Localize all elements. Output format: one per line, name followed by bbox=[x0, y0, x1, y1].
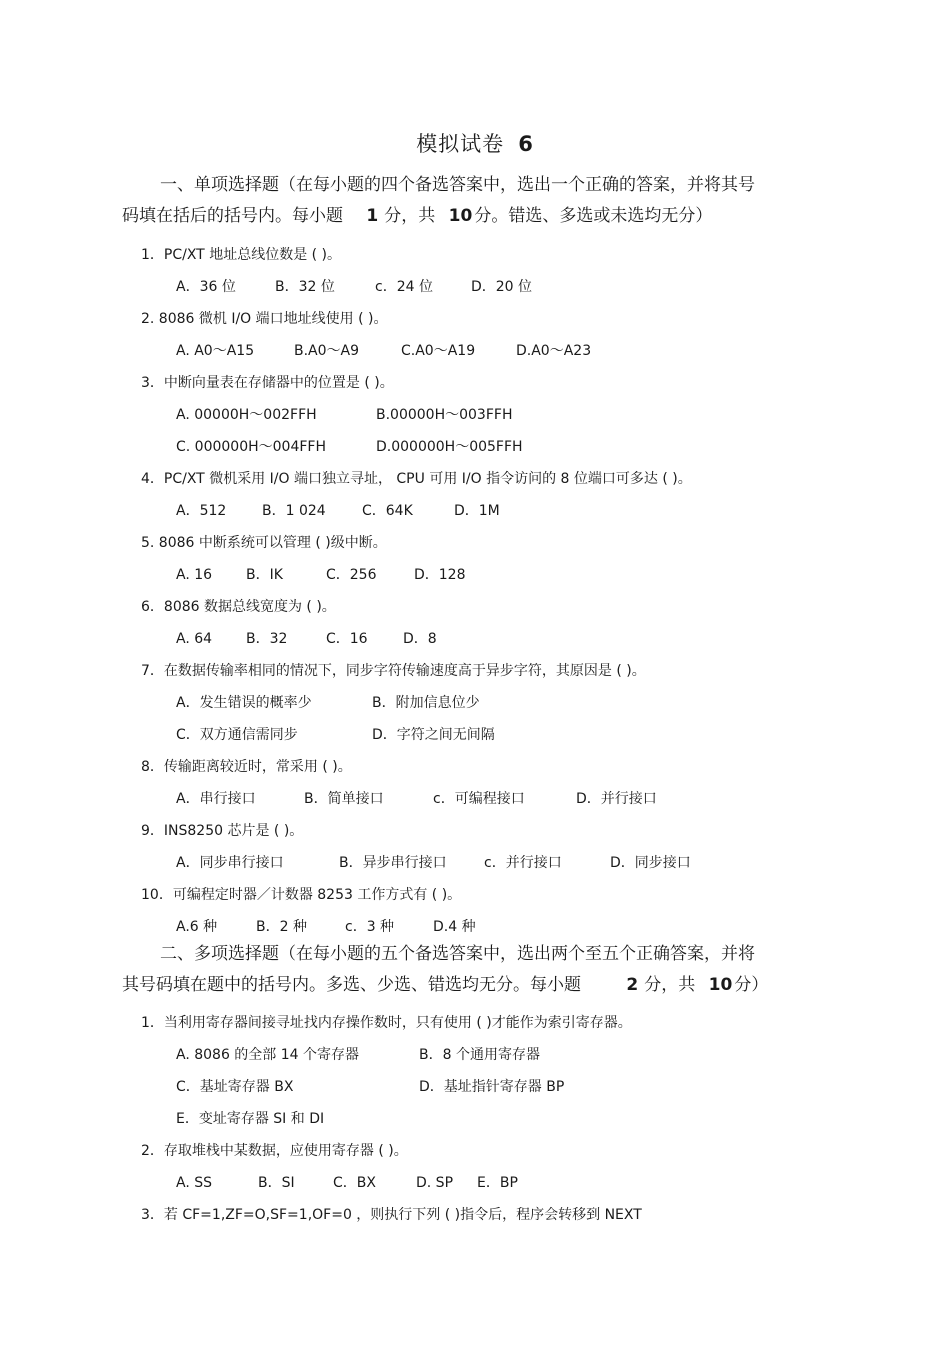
option-item: D．128 bbox=[414, 567, 466, 583]
option-item: D．并行接口 bbox=[576, 791, 657, 807]
option-row bbox=[176, 1172, 537, 1192]
option-row bbox=[176, 628, 483, 648]
option-item: c．可编程接口 bbox=[433, 791, 525, 807]
section-1-heading bbox=[122, 170, 802, 232]
section-2-line-1: 二、多项选择题（在每小题的五个备选答案中，选出两个至五个正确答案，并将 bbox=[160, 944, 755, 964]
question-3: 3．中断向量表在存储器中的位置是 ( )。 bbox=[141, 375, 394, 391]
title-number: 6 bbox=[518, 132, 534, 156]
question-3: 3．若 CF=1,ZF=O,SF=1,OF=0 ，则执行下列 ( )指令后，程序会转移到 NEXT bbox=[141, 1207, 642, 1223]
option-item: C.A0～A19 bbox=[401, 343, 476, 359]
section-1-text-a: 码填在括后的括号内。每小题 bbox=[122, 206, 343, 226]
option-item: c．24 位 bbox=[375, 279, 433, 295]
section-2-heading bbox=[122, 939, 802, 1001]
option-item: C．256 bbox=[326, 567, 377, 583]
option-item: B．32 bbox=[246, 631, 288, 647]
option-item: C. 000000H～004FFH bbox=[176, 439, 327, 455]
option-item: c．并行接口 bbox=[484, 855, 562, 871]
question-8: 8．传输距离较近时，常采用 ( )。 bbox=[141, 759, 352, 775]
option-item: D．8 bbox=[403, 631, 437, 647]
option-item: B．8 个通用寄存器 bbox=[419, 1047, 540, 1063]
option-item: A．512 bbox=[176, 503, 227, 519]
option-item: B.A0～A9 bbox=[294, 343, 360, 359]
section-1-score: 1 bbox=[366, 206, 379, 226]
question-9: 9．INS8250 芯片是 ( )。 bbox=[141, 823, 304, 839]
option-item: A. SS bbox=[176, 1175, 213, 1191]
option-item: E．BP bbox=[477, 1175, 518, 1191]
section-2-text-a: 其号码填在题中的括号内。多选、少选、错选均无分。每小题 bbox=[122, 975, 581, 995]
section-1-text-e: 分。错选、多选或未选均无分） bbox=[474, 206, 713, 226]
option-item: C．基址寄存器 BX bbox=[176, 1079, 294, 1095]
option-item: A．同步串行接口 bbox=[176, 855, 284, 871]
option-row bbox=[176, 1108, 419, 1128]
option-item: A. 64 bbox=[176, 631, 213, 647]
question-1: 1．当利用寄存器间接寻址找内存操作数时，只有使用 ( )才能作为索引寄存器。 bbox=[141, 1015, 632, 1031]
option-item: A．串行接口 bbox=[176, 791, 256, 807]
option-item: B．附加信息位少 bbox=[372, 695, 480, 711]
option-item: A. 00000H～002FFH bbox=[176, 407, 317, 423]
option-item: D．同步接口 bbox=[610, 855, 691, 871]
option-row bbox=[176, 500, 534, 520]
option-item: E．变址寄存器 SI 和 DI bbox=[176, 1111, 325, 1127]
option-item: C．BX bbox=[333, 1175, 376, 1191]
question-4: 4．PC/XT 微机采用 I/O 端口独立寻址， CPU 可用 I/O 指令访问的 8 位端口可多达 ( )。 bbox=[141, 471, 692, 487]
option-item: A．发生错误的概率少 bbox=[176, 695, 312, 711]
option-item: A.6 种 bbox=[176, 919, 218, 935]
option-item: D.000000H～005FFH bbox=[376, 439, 523, 455]
option-row bbox=[176, 692, 572, 712]
section-1-total: 10 bbox=[448, 206, 473, 226]
option-item: D．20 位 bbox=[471, 279, 533, 295]
option-row bbox=[176, 276, 551, 296]
option-item: B．2 种 bbox=[256, 919, 307, 935]
option-item: A. A0～A15 bbox=[176, 343, 255, 359]
option-item: D.A0～A23 bbox=[516, 343, 592, 359]
section-2-text-c: 分，共 bbox=[644, 975, 696, 995]
option-row bbox=[176, 852, 730, 872]
section-1-line-2 bbox=[122, 201, 802, 232]
option-row bbox=[176, 788, 696, 808]
option-row bbox=[176, 1076, 619, 1096]
question-1: 1．PC/XT 地址总线位数是 ( )。 bbox=[141, 247, 342, 263]
option-item: c．3 种 bbox=[345, 919, 395, 935]
option-item: B．SI bbox=[258, 1175, 295, 1191]
option-item: A. 8086 的全部 14 个寄存器 bbox=[176, 1047, 360, 1063]
question-5: 5. 8086 中断系统可以管理 ( )级中断。 bbox=[141, 535, 387, 551]
page-title bbox=[0, 128, 950, 158]
option-item: B．IK bbox=[246, 567, 283, 583]
option-item: C．16 bbox=[326, 631, 368, 647]
option-item: D．基址指针寄存器 BP bbox=[419, 1079, 565, 1095]
option-item: C．64K bbox=[362, 503, 413, 519]
option-row bbox=[176, 404, 576, 424]
question-10: 10．可编程定时器／计数器 8253 工作方式有 ( )。 bbox=[141, 887, 462, 903]
question-6: 6．8086 数据总线宽度为 ( )。 bbox=[141, 599, 336, 615]
question-2: 2. 8086 微机 I/O 端口地址线使用 ( )。 bbox=[141, 311, 388, 327]
option-row bbox=[176, 436, 576, 456]
option-item: B.00000H～003FFH bbox=[376, 407, 513, 423]
option-item: D．1M bbox=[454, 503, 500, 519]
title-text: 模拟试卷 bbox=[416, 132, 505, 156]
option-row bbox=[176, 1044, 619, 1064]
option-item: B．异步串行接口 bbox=[339, 855, 447, 871]
section-2-text-e: 分） bbox=[734, 975, 769, 995]
option-item: A. 16 bbox=[176, 567, 213, 583]
option-item: D.4 种 bbox=[433, 919, 476, 935]
option-item: C．双方通信需同步 bbox=[176, 727, 298, 743]
option-item: D. SP bbox=[416, 1175, 454, 1191]
section-1-line-1: 一、单项选择题（在每小题的四个备选答案中，选出一个正确的答案，并将其号 bbox=[160, 175, 755, 195]
option-item: B．1 024 bbox=[262, 503, 326, 519]
option-item: D．字符之间无间隔 bbox=[372, 727, 495, 743]
section-2-line-2 bbox=[122, 970, 802, 1001]
section-2-total: 10 bbox=[708, 975, 733, 995]
option-item: B．32 位 bbox=[275, 279, 335, 295]
question-2: 2．存取堆栈中某数据，应使用寄存器 ( )。 bbox=[141, 1143, 408, 1159]
option-item: A．36 位 bbox=[176, 279, 236, 295]
section-2-score: 2 bbox=[626, 975, 639, 995]
section-1-text-c: 分，共 bbox=[384, 206, 436, 226]
option-item: B．简单接口 bbox=[304, 791, 384, 807]
option-row bbox=[176, 724, 572, 744]
question-7: 7．在数据传输率相同的情况下，同步字符传输速度高于异步字符，其原因是 ( )。 bbox=[141, 663, 646, 679]
option-row bbox=[176, 916, 513, 936]
option-row bbox=[176, 564, 494, 584]
option-row bbox=[176, 340, 626, 360]
